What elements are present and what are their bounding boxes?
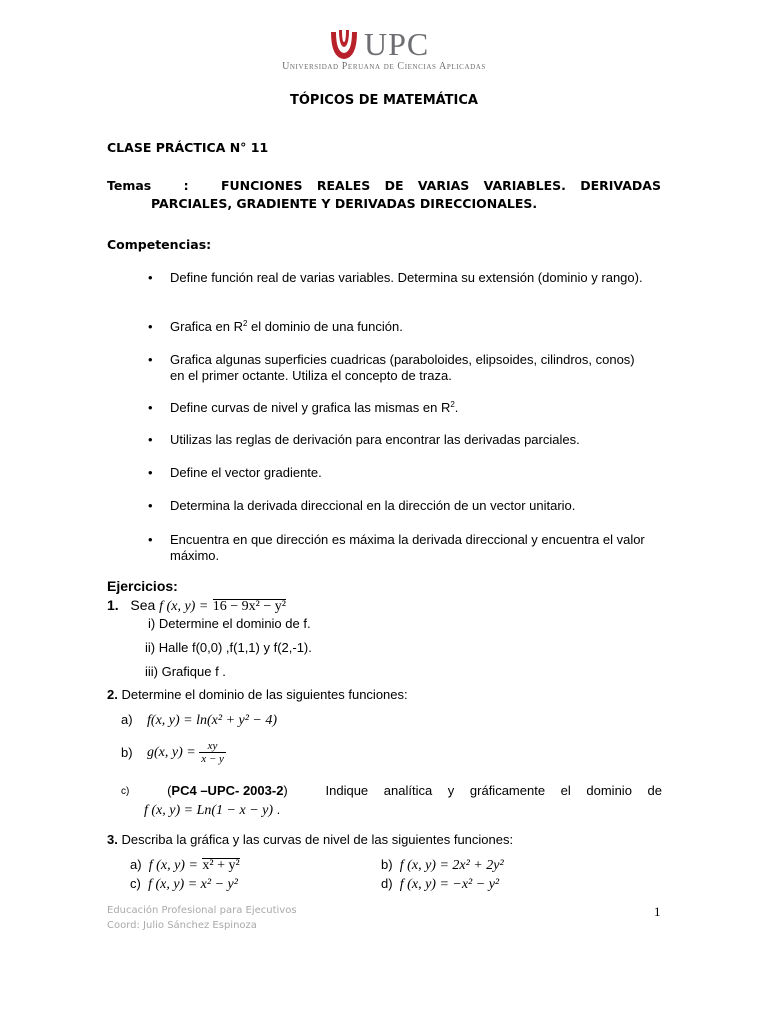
e3-item-a: a) f (x, y) = x² + y²	[130, 857, 240, 873]
e1-item-iii: iii) Grafique f .	[145, 664, 226, 679]
e1-item-ii: ii) Halle f(0,0) ,f(1,1) y f(2,-1).	[145, 640, 312, 655]
upc-emblem-icon	[328, 28, 360, 62]
temas-line1: FUNCIONES REALES DE VARIAS VARIABLES. DERIVADAS	[220, 178, 661, 193]
e2-item-b: b) g(x, y) = $\frac{xy}{x - y}$	[121, 740, 224, 765]
e1-item-i: i) Determine el dominio de f.	[148, 616, 311, 631]
e1-function: f (x, y) = 16 − 9x² − y²	[159, 599, 286, 614]
ejercicio-2: 2. Determine el dominio de las siguientes funciones:	[107, 687, 408, 702]
temas-label: Temas	[107, 178, 152, 193]
temas-colon: :	[183, 178, 189, 193]
ejercicio-3: 3. Describa la gráfica y las curvas de nivel de las siguientes funciones:	[107, 832, 514, 847]
page-title: TÓPICOS DE MATEMÁTICA	[290, 93, 478, 108]
competencias-heading: Competencias:	[107, 237, 212, 252]
page-number: 1	[654, 904, 661, 919]
university-name: Universidad Peruana de Ciencias Aplicadas	[282, 61, 486, 72]
e2-item-a: a) f(x, y) = ln(x² + y² − 4)	[121, 712, 278, 728]
e3-item-b: b) f (x, y) = 2x² + 2y²	[381, 857, 504, 873]
clase-label: CLASE PRÁCTICA N° 11	[107, 140, 269, 155]
ejercicio-1: 1. Sea f (x, y) = 16 − 9x² − y²	[107, 597, 286, 614]
temas-line2: PARCIALES, GRADIENTE Y DERIVADAS DIRECCIONALES.	[151, 196, 538, 211]
logo-text: UPC	[364, 26, 430, 62]
e3-item-d: d) f (x, y) = −x² − y²	[381, 876, 500, 892]
e2-c-function: f (x, y) = Ln(1 − x − y)	[144, 803, 274, 818]
upc-logo	[328, 26, 438, 64]
e2-item-c: c) (PC4 –UPC- 2003-2) Indique analítica y gráficamente el dominio de f (x, y) = Ln(1 − x − y) .	[121, 783, 662, 818]
footer-line2: Coord: Julio Sánchez Espinoza	[107, 920, 257, 931]
temas-block	[107, 178, 661, 211]
e3-item-c: c) f (x, y) = x² − y²	[130, 876, 238, 892]
footer-line1: Educación Profesional para Ejecutivos	[107, 905, 297, 916]
ejercicios-heading: Ejercicios:	[107, 578, 178, 594]
